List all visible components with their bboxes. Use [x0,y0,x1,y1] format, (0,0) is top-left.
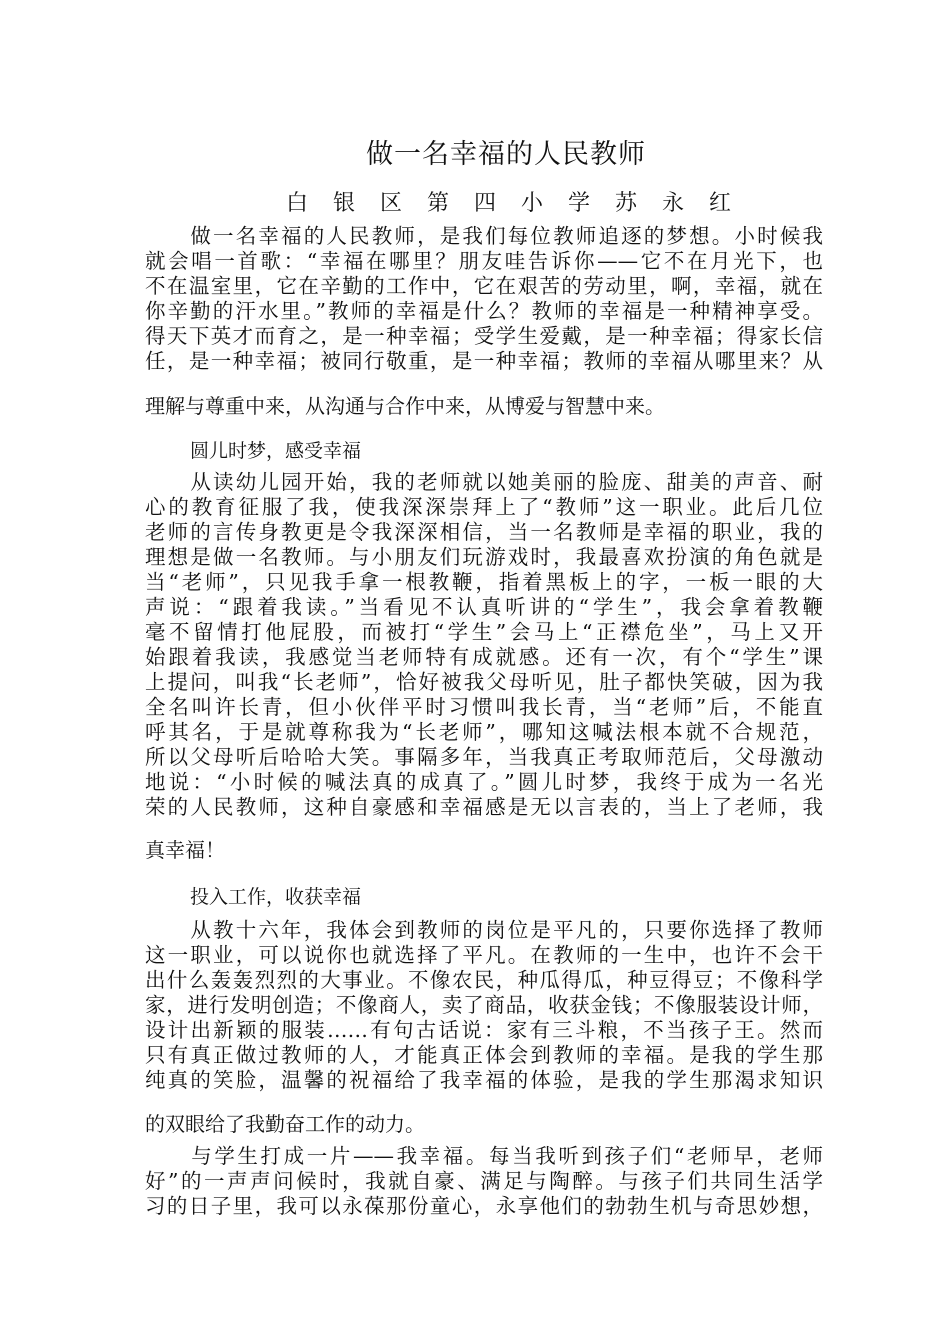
text-line: 荣的人民教师，这种自豪感和幸福感是无以言表的，当上了老师，我 [145,795,823,819]
text-line: 始跟着我读，我感觉当老师特有成就感。还有一次，有个“学生”课 [145,645,823,669]
author-line: 白 银 区 第 四 小 学 苏 永 红 [286,191,740,216]
text-line: 所以父母听后哈哈大笑。事隔多年，当我真正考取师范后，父母激动 [145,745,823,769]
text-line: 声说：“跟着我读。”当看见不认真听讲的“学生”，我会拿着教鞭 [145,595,823,619]
section1-paragraph [145,470,823,820]
text-line: 家，进行发明创造；不像商人，卖了商品，收获金钱；不像服装设计师， [145,993,823,1017]
section2-last-line: 的双眼给了我勤奋工作的动力。 [145,1112,425,1136]
text-line: 从读幼儿园开始，我的老师就以她美丽的脸庞、甜美的声音、耐 [145,470,823,494]
text-line: 全名叫许长青，但小伙伴平时习惯叫我长青，当“老师”后，不能直 [145,695,823,719]
page-title: 做一名幸福的人民教师 [366,139,646,170]
text-line: 只有真正做过教师的人，才能真正体会到教师的幸福。是我的学生那 [145,1043,823,1067]
text-line: 出什么轰轰烈烈的大事业。不像农民，种瓜得瓜，种豆得豆；不像科学 [145,968,823,992]
text-line: 与学生打成一片——我幸福。每当我听到孩子们“老师早，老师 [145,1144,823,1168]
section3-paragraph [145,1144,823,1219]
section2-paragraph [145,918,823,1093]
text-line: 做一名幸福的人民教师，是我们每位教师追逐的梦想。小时候我 [145,224,823,248]
text-line: 习的日子里，我可以永葆那份童心，永享他们的勃勃生机与奇思妙想， [145,1194,823,1218]
text-line: 理想是做一名教师。与小朋友们玩游戏时，我最喜欢扮演的角色就是 [145,545,823,569]
text-line: 呼其名，于是就尊称我为“长老师”，哪知这喊法根本就不合规范， [145,720,823,744]
text-line: 得天下英才而育之，是一种幸福；受学生爱戴，是一种幸福；得家长信 [145,324,823,348]
intro-paragraph [145,224,823,374]
intro-last-line: 理解与尊重中来，从沟通与合作中来，从博爱与智慧中来。 [145,394,665,418]
text-line: 好”的一声声问候时，我就自豪、满足与陶醉。与孩子们共同生活学 [145,1169,823,1193]
section-heading-1: 圆儿时梦，感受幸福 [190,440,362,462]
text-line: 当“老师”，只见我手拿一根教鞭，指着黑板上的字，一板一眼的大 [145,570,823,594]
text-line: 就会唱一首歌：“幸福在哪里？朋友哇告诉你——它不在月光下，也 [145,249,823,273]
text-line: 这一职业，可以说你也就选择了平凡。在教师的一生中，也许不会干 [145,943,823,967]
text-line: 从教十六年，我体会到教师的岗位是平凡的，只要你选择了教师 [145,918,823,942]
text-line: 任，是一种幸福；被同行敬重，是一种幸福；教师的幸福从哪里来？从 [145,349,823,373]
text-line: 心的教育征服了我，使我深深崇拜上了“教师”这一职业。此后几位 [145,495,823,519]
text-line: 纯真的笑脸，温馨的祝福给了我幸福的体验，是我的学生那渴求知识 [145,1068,823,1092]
text-line: 上提问，叫我“长老师”，恰好被我父母听见，肚子都快笑破，因为我 [145,670,823,694]
section1-last-line: 真幸福！ [145,838,225,862]
text-line: 你辛勤的汗水里。”教师的幸福是什么？教师的幸福是一种精神享受。 [145,299,823,323]
text-line: 设计出新颖的服装……有句古话说：家有三斗粮，不当孩子王。然而 [145,1018,823,1042]
text-line: 老师的言传身教更是令我深深相信，当一名教师是幸福的职业，我的 [145,520,823,544]
section-heading-2: 投入工作，收获幸福 [190,886,362,908]
text-line: 地说：“小时候的喊法真的成真了。”圆儿时梦，我终于成为一名光 [145,770,823,794]
text-line: 毫不留情打他屁股，而被打“学生”会马上“正襟危坐”，马上又开 [145,620,823,644]
text-line: 不在温室里，它在辛勤的工作中，它在艰苦的劳动里，啊，幸福，就在 [145,274,823,298]
